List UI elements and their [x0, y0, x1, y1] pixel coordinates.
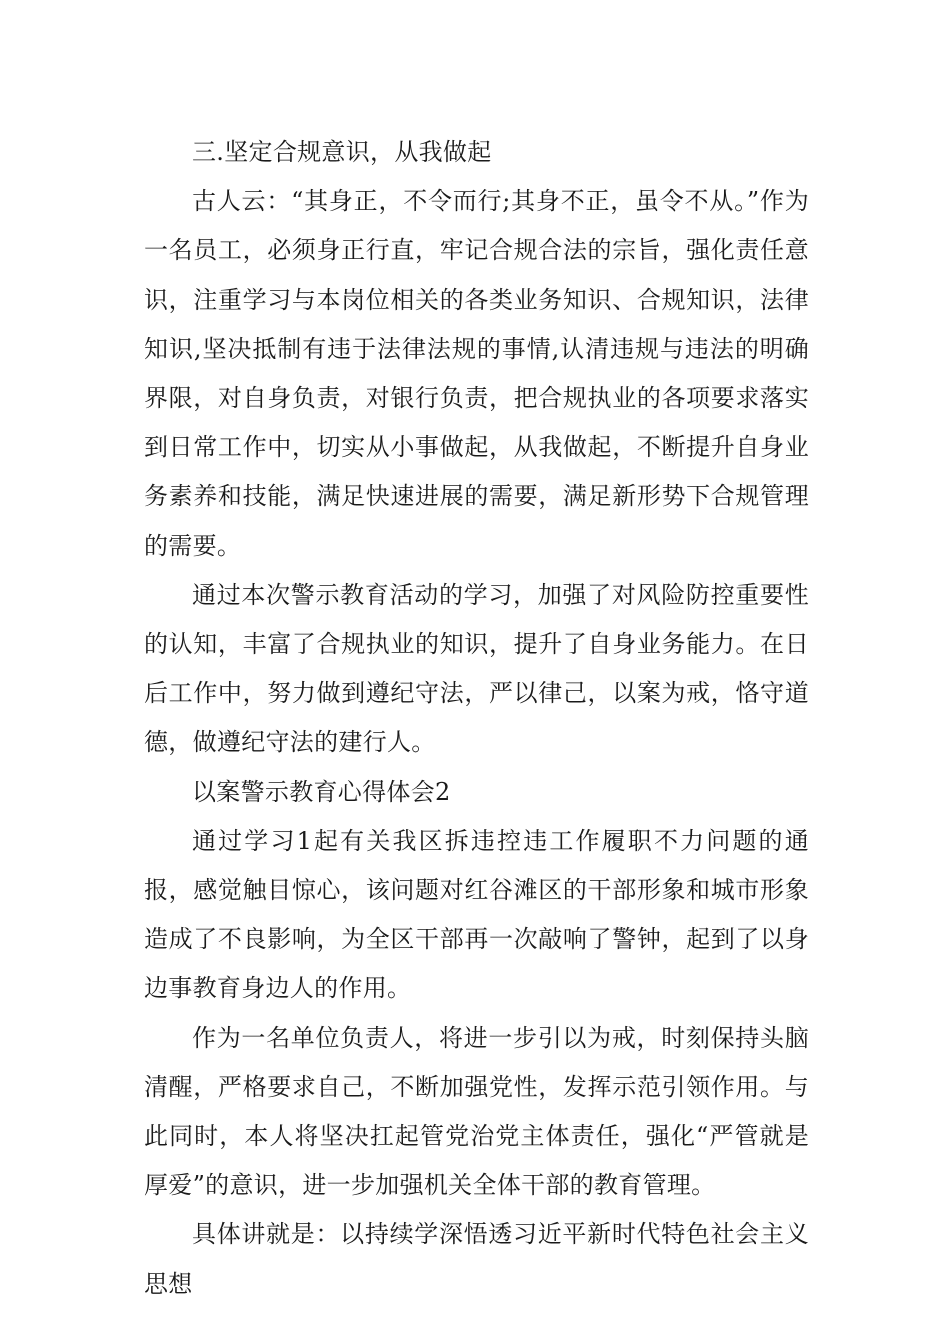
article-title: 以案警示教育心得体会2	[192, 777, 451, 806]
document-body	[144, 128, 809, 1309]
paragraph: 通过本次警示教育活动的学习，加强了对风险防控重要性的认知，丰富了合规执业的知识，提升了自身业务能力。在日后工作中，努力做到遵纪守法，严以律己，以案为戒，恪守道德，做遵纪守法的建行人。	[144, 580, 809, 757]
paragraph: 古人云：“其身正，不令而行;其身不正，虽令不从。”作为一名员工，必须身正行直，牢记合规合法的宗旨，强化责任意识，注重学习与本岗位相关的各类业务知识、合规知识，法律知识,坚决抵制有违于法律法规的事情,认清违规与违法的明确界限，对自身负责，对银行负责，把合规执业的各项要求落实到日常工作中，切实从小事做起，从我做起，不断提升自身业务素养和技能，满足快速进展的需要，满足新形势下合规管理的需要。	[144, 187, 809, 560]
section-heading: 三.坚定合规意识，从我做起	[192, 138, 492, 166]
paragraph: 具体讲就是：以持续学深悟透习近平新时代特色社会主义思想	[144, 1220, 809, 1298]
paragraph: 作为一名单位负责人，将进一步引以为戒，时刻保持头脑清醒，严格要求自己，不断加强党性，发挥示范引领作用。与此同时，本人将坚决扛起管党治党主体责任，强化“严管就是厚爱”的意识，进一步加强机关全体干部的教育管理。	[144, 1023, 809, 1200]
paragraph: 通过学习1起有关我区拆违控违工作履职不力问题的通报，感觉触目惊心，该问题对红谷滩区的干部形象和城市形象造成了不良影响，为全区干部再一次敲响了警钟，起到了以身边事教育身边人的作用。	[144, 826, 809, 1003]
